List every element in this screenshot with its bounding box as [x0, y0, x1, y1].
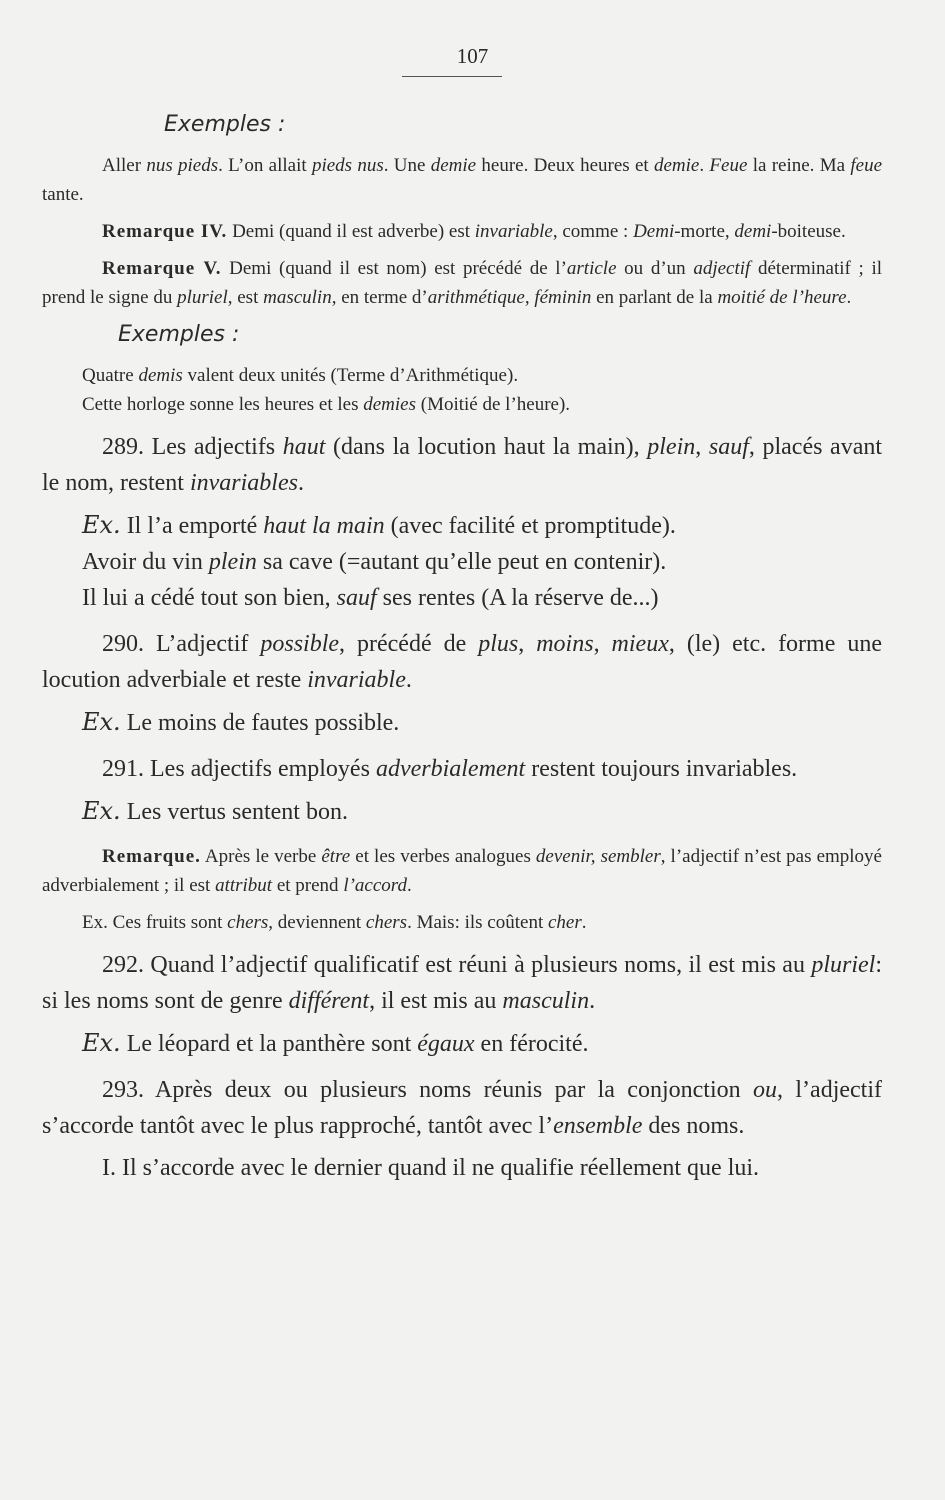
- italic-term: masculin: [263, 287, 332, 308]
- example-line: [42, 361, 882, 390]
- examples-paragraph: [42, 151, 882, 209]
- example-mark: Ex.: [82, 511, 121, 539]
- text: (avec facilité et promptitude).: [384, 513, 676, 539]
- text: Demi (quand il est nom) est précédé de l’: [221, 258, 567, 279]
- remark-label: Remarque V.: [102, 258, 222, 279]
- example-mark: Ex.: [82, 1029, 121, 1057]
- remarque-iv: [42, 217, 882, 246]
- remark-label: Remarque.: [102, 846, 201, 867]
- text: restent toujours invariables.: [525, 756, 798, 782]
- text: Ex. Ces fruits sont: [82, 912, 228, 933]
- text: . Mais: ils coûtent: [407, 912, 548, 933]
- italic-term: plus: [478, 631, 519, 657]
- example-291: [42, 793, 882, 830]
- text: 293. Après deux ou plusieurs noms réunis par la conjonction: [102, 1077, 753, 1103]
- remark-label: Remarque IV.: [102, 221, 228, 242]
- text: 291. Les adjectifs employés: [102, 756, 376, 782]
- example-line: [42, 507, 882, 544]
- italic-term: moins: [536, 631, 594, 657]
- text: Le léopard et la panthère sont: [120, 1031, 418, 1057]
- italic-term: ensemble: [553, 1113, 643, 1139]
- text: Quatre: [82, 365, 139, 386]
- text: 292. Quand l’adjectif qualificatif est réuni à plusieurs noms, il est mis au: [102, 952, 812, 978]
- text: Demi (quand il est adverbe) est: [227, 221, 475, 242]
- example-line: [42, 544, 882, 580]
- example-line: [42, 580, 882, 616]
- example-292: [42, 1025, 882, 1062]
- italic-term: pluriel: [811, 952, 876, 978]
- italic-term: moitié de l’heure: [717, 287, 847, 308]
- italic-term: demie: [654, 155, 700, 176]
- italic-term: plein: [647, 434, 696, 460]
- italic-term: feue: [850, 155, 883, 176]
- italic-term: attribut: [215, 875, 273, 896]
- italic-term: sauf: [708, 434, 749, 460]
- text: sa cave (=autant qu’elle peut en contenir).: [256, 549, 667, 575]
- section-290: [42, 626, 882, 698]
- examples-289: [42, 507, 882, 616]
- italic-term: invariables: [189, 470, 298, 496]
- italic-term: sauf: [336, 585, 377, 611]
- italic-term: être: [321, 846, 351, 867]
- text: ,: [593, 631, 612, 657]
- text: valent deux unités (Terme d’Arithmétique).: [182, 365, 519, 386]
- italic-term: adverbialement: [375, 756, 526, 782]
- italic-term: Demi: [633, 221, 675, 242]
- example-mark: Ex.: [82, 708, 121, 736]
- text: .: [846, 287, 852, 308]
- text: et les verbes analogues: [350, 846, 536, 867]
- text: , précédé de: [339, 631, 479, 657]
- text: Il lui a cédé tout son bien,: [82, 585, 337, 611]
- text: tante.: [42, 184, 84, 205]
- text: en parlant de la: [591, 287, 718, 308]
- italic-term: cher: [547, 912, 582, 933]
- text: ,: [518, 631, 537, 657]
- text: Après le verbe: [200, 846, 322, 867]
- text: , il est mis au: [369, 988, 503, 1014]
- text: , l’adjectif s’accorde tantôt avec le plus rapproché, tantôt avec l’: [42, 1077, 882, 1139]
- example-remarque-291: [42, 908, 882, 937]
- section-292: [42, 947, 882, 1019]
- text: Avoir du vin: [82, 549, 209, 575]
- text: , placés avant le nom, restent: [42, 434, 883, 496]
- text: ses rentes (A la réserve de...): [376, 585, 659, 611]
- text: (Moitié de l’heure).: [416, 394, 571, 415]
- text: , est: [227, 287, 264, 308]
- italic-term: chers: [365, 912, 408, 933]
- italic-term: arithmétique: [427, 287, 525, 308]
- italic-term: masculin: [502, 988, 590, 1014]
- italic-term: haut: [282, 434, 326, 460]
- examples-heading: Exemples :: [164, 112, 286, 137]
- italic-term: Feue: [709, 155, 748, 176]
- text: Les vertus sentent bon.: [120, 799, 348, 825]
- text: : si les noms sont de genre: [42, 952, 882, 1014]
- text: .: [406, 875, 412, 896]
- text: 289. Les adjectifs: [102, 434, 283, 460]
- remarque-291: [42, 842, 882, 900]
- italic-term: article: [566, 258, 617, 279]
- italic-term: l’accord: [343, 875, 407, 896]
- text: , l’adjectif n’est pas employé adverbialement ; il est: [42, 846, 882, 896]
- italic-term: chers: [227, 912, 269, 933]
- text: ,: [695, 434, 709, 460]
- italic-term: devenir, sembler: [535, 846, 661, 867]
- text: . L’on allait: [218, 155, 312, 176]
- text: -morte,: [674, 221, 735, 242]
- text: .: [297, 470, 304, 496]
- text: (dans la locution haut la main),: [325, 434, 648, 460]
- italic-term: possible: [260, 631, 340, 657]
- example-290: [42, 704, 882, 741]
- italic-term: égaux: [417, 1031, 475, 1057]
- text: 290. L’adjectif: [102, 631, 261, 657]
- example-line: [42, 390, 882, 419]
- text: , comme :: [552, 221, 634, 242]
- italic-term: adjectif: [693, 258, 751, 279]
- italic-term: nus pieds: [146, 155, 219, 176]
- text: . Une: [383, 155, 431, 176]
- italic-term: invariable: [474, 221, 553, 242]
- remarque-v: [42, 254, 882, 312]
- examples-heading-2: Exemples :: [118, 322, 240, 347]
- section-293-i: I. Il s’accorde avec le dernier quand il ne qualifie réellement que lui.: [102, 1155, 760, 1181]
- italic-term: demies: [363, 394, 416, 415]
- text: la reine. Ma: [747, 155, 851, 176]
- text: Aller: [102, 155, 147, 176]
- text: , deviennent: [268, 912, 366, 933]
- italic-term: pieds nus: [311, 155, 384, 176]
- page-number: 107: [456, 44, 489, 68]
- italic-term: haut la main: [263, 513, 385, 539]
- page-content: [42, 112, 882, 1192]
- text: en férocité.: [474, 1031, 589, 1057]
- text: , en terme d’: [331, 287, 428, 308]
- text: Le moins de fautes possible.: [120, 710, 400, 736]
- text: .: [405, 667, 412, 693]
- text: ou d’un: [616, 258, 694, 279]
- text: des noms.: [642, 1113, 745, 1139]
- text: Cette horloge sonne les heures et les: [82, 394, 364, 415]
- section-289: [42, 429, 882, 501]
- text: ,: [524, 287, 535, 308]
- text: Il l’a emporté: [120, 513, 264, 539]
- text: , (le) etc. forme une locution adverbiale et reste: [42, 631, 883, 693]
- text: .: [699, 155, 710, 176]
- section-291: [42, 751, 882, 787]
- italic-term: ou: [753, 1077, 777, 1103]
- italic-term: plein: [208, 549, 257, 575]
- text: déterminatif ; il prend le signe du: [42, 258, 883, 308]
- italic-term: mieux: [611, 631, 669, 657]
- italic-term: demi: [734, 221, 772, 242]
- text: et prend: [272, 875, 344, 896]
- text: -boiteuse.: [771, 221, 846, 242]
- text: .: [581, 912, 587, 933]
- italic-term: invariable: [307, 667, 406, 693]
- italic-term: pluriel: [177, 287, 228, 308]
- italic-term: demie: [430, 155, 477, 176]
- italic-term: demis: [138, 365, 183, 386]
- example-mark: Ex.: [82, 797, 121, 825]
- page-number-rule: [402, 76, 502, 77]
- section-293: [42, 1072, 882, 1144]
- italic-term: féminin: [534, 287, 592, 308]
- text: heure. Deux heures et: [476, 155, 654, 176]
- text: .: [589, 988, 596, 1014]
- italic-term: différent: [288, 988, 370, 1014]
